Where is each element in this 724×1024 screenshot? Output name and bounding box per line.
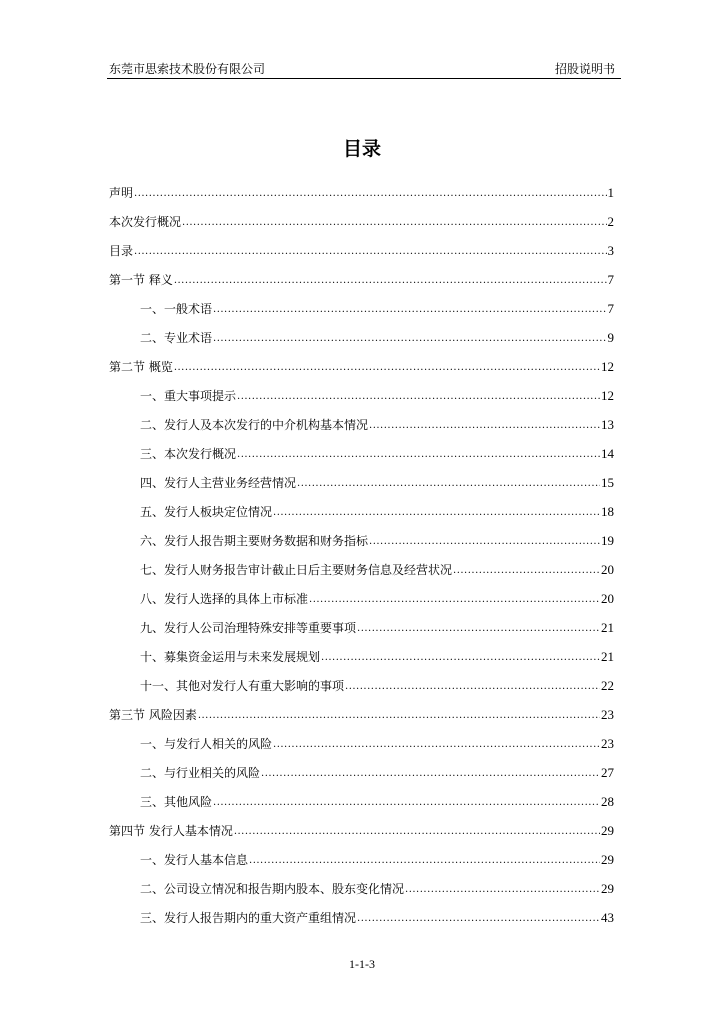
toc-subentry[interactable] — [109, 410, 614, 439]
toc-subentry[interactable] — [109, 671, 614, 700]
toc-entry-page: 27 — [601, 765, 614, 780]
toc-entry-label: 一、重大事项提示 — [140, 389, 237, 403]
page-number: 1-1-3 — [349, 957, 375, 971]
toc-entry-page: 9 — [607, 330, 614, 345]
toc-entry-page: 28 — [601, 794, 614, 809]
toc-leader-dots — [213, 305, 606, 315]
toc-subentry[interactable] — [109, 381, 614, 410]
toc-leader-dots — [369, 537, 600, 547]
toc-entry-label: 本次发行概况 — [109, 215, 182, 229]
toc-entry-label: 三、其他风险 — [140, 795, 213, 809]
toc-entry-page: 20 — [601, 562, 614, 577]
toc-entry-label: 五、发行人板块定位情况 — [140, 505, 273, 519]
toc-entry-page: 23 — [601, 736, 614, 751]
page-header — [107, 58, 621, 79]
toc-entry-label: 三、发行人报告期内的重大资产重组情况 — [140, 911, 357, 925]
toc-subentry[interactable] — [109, 555, 614, 584]
toc-leader-dots — [237, 392, 600, 402]
toc-entry-page: 21 — [601, 620, 614, 635]
toc-entry-page: 20 — [601, 591, 614, 606]
toc-leader-dots — [174, 363, 600, 373]
toc-subentry[interactable] — [109, 526, 614, 555]
toc-leader-dots — [174, 276, 607, 286]
toc-leader-dots — [321, 653, 600, 663]
toc-entry-page: 7 — [607, 272, 614, 287]
toc-entry[interactable] — [109, 236, 614, 265]
toc-entry-label: 八、发行人选择的具体上市标准 — [140, 592, 309, 606]
toc-entry-page: 7 — [607, 301, 614, 316]
toc-subentry[interactable] — [109, 613, 614, 642]
toc-leader-dots — [249, 856, 600, 866]
toc-entry-label: 四、发行人主营业务经营情况 — [140, 476, 297, 490]
toc-entry-label: 九、发行人公司治理特殊安排等重要事项 — [140, 621, 357, 635]
toc-entry-label: 十、募集资金运用与未来发展规划 — [140, 650, 321, 664]
toc-entry-page: 3 — [607, 243, 614, 258]
toc-entry-label: 第四节 发行人基本情况 — [109, 824, 233, 838]
toc-entry-label: 七、发行人财务报告审计截止日后主要财务信息及经营状况 — [140, 563, 453, 577]
toc-leader-dots — [237, 450, 600, 460]
toc-entry-page: 18 — [601, 504, 614, 519]
toc-entry-page: 13 — [601, 417, 614, 432]
toc-leader-dots — [213, 334, 606, 344]
toc-entry-label: 声明 — [109, 186, 134, 200]
toc-leader-dots — [134, 247, 606, 257]
toc-entry-label: 二、发行人及本次发行的中介机构基本情况 — [140, 418, 369, 432]
toc-leader-dots — [453, 566, 600, 576]
toc-leader-dots — [345, 682, 600, 692]
toc-subentry[interactable] — [109, 323, 614, 352]
toc-entry-label: 一、一般术语 — [140, 302, 213, 316]
toc-entry-page: 2 — [607, 214, 614, 229]
toc-leader-dots — [182, 218, 606, 228]
toc-entry[interactable] — [109, 816, 614, 845]
toc-subentry[interactable] — [109, 874, 614, 903]
toc-leader-dots — [198, 711, 600, 721]
toc-subentry[interactable] — [109, 729, 614, 758]
toc-leader-dots — [309, 595, 600, 605]
toc-entry[interactable] — [109, 352, 614, 381]
toc-entry-label: 第三节 风险因素 — [109, 708, 197, 722]
toc-entry-page: 43 — [601, 910, 614, 925]
header-company: 东莞市思索技术股份有限公司 — [109, 62, 266, 76]
toc-leader-dots — [357, 914, 600, 924]
table-of-contents — [109, 178, 614, 932]
page-title: 目录 — [342, 138, 381, 160]
toc-entry-page: 1 — [607, 185, 614, 200]
toc-leader-dots — [273, 740, 600, 750]
toc-entry-page: 21 — [601, 649, 614, 664]
toc-entry-label: 第二节 概览 — [109, 360, 173, 374]
toc-entry-page: 15 — [601, 475, 614, 490]
toc-entry[interactable] — [109, 700, 614, 729]
toc-entry-label: 二、专业术语 — [140, 331, 213, 345]
toc-entry[interactable] — [109, 207, 614, 236]
toc-leader-dots — [261, 769, 600, 779]
toc-entry-page: 12 — [601, 388, 614, 403]
toc-entry-label: 六、发行人报告期主要财务数据和财务指标 — [140, 534, 369, 548]
toc-entry-label: 二、公司设立情况和报告期内股本、股东变化情况 — [140, 882, 405, 896]
toc-entry-label: 一、与发行人相关的风险 — [140, 737, 273, 751]
toc-entry-page: 23 — [601, 707, 614, 722]
toc-entry-page: 29 — [601, 823, 614, 838]
toc-entry-page: 14 — [601, 446, 614, 461]
toc-leader-dots — [134, 189, 606, 199]
toc-leader-dots — [297, 479, 600, 489]
toc-subentry[interactable] — [109, 787, 614, 816]
toc-leader-dots — [357, 624, 600, 634]
toc-subentry[interactable] — [109, 294, 614, 323]
toc-entry-label: 三、本次发行概况 — [140, 447, 237, 461]
toc-entry-label: 目录 — [109, 244, 134, 258]
toc-entry-label: 一、发行人基本信息 — [140, 853, 249, 867]
toc-leader-dots — [405, 885, 600, 895]
toc-entry-label: 十一、其他对发行人有重大影响的事项 — [140, 679, 345, 693]
toc-entry-page: 29 — [601, 852, 614, 867]
toc-subentry[interactable] — [109, 439, 614, 468]
toc-leader-dots — [369, 421, 600, 431]
toc-subentry[interactable] — [109, 468, 614, 497]
toc-entry-page: 12 — [601, 359, 614, 374]
toc-entry-label: 二、与行业相关的风险 — [140, 766, 261, 780]
toc-subentry[interactable] — [109, 642, 614, 671]
toc-entry[interactable] — [109, 178, 614, 207]
header-doc-type: 招股说明书 — [554, 62, 615, 76]
toc-entry[interactable] — [109, 265, 614, 294]
toc-subentry[interactable] — [109, 584, 614, 613]
toc-entry-page: 19 — [601, 533, 614, 548]
toc-leader-dots — [234, 827, 600, 837]
toc-subentry[interactable] — [109, 845, 614, 874]
toc-leader-dots — [213, 798, 600, 808]
toc-subentry[interactable] — [109, 758, 614, 787]
toc-entry-label: 第一节 释义 — [109, 273, 173, 287]
toc-subentry[interactable] — [109, 497, 614, 526]
toc-entry-page: 22 — [601, 678, 614, 693]
toc-subentry[interactable] — [109, 903, 614, 932]
toc-leader-dots — [273, 508, 600, 518]
toc-entry-page: 29 — [601, 881, 614, 896]
